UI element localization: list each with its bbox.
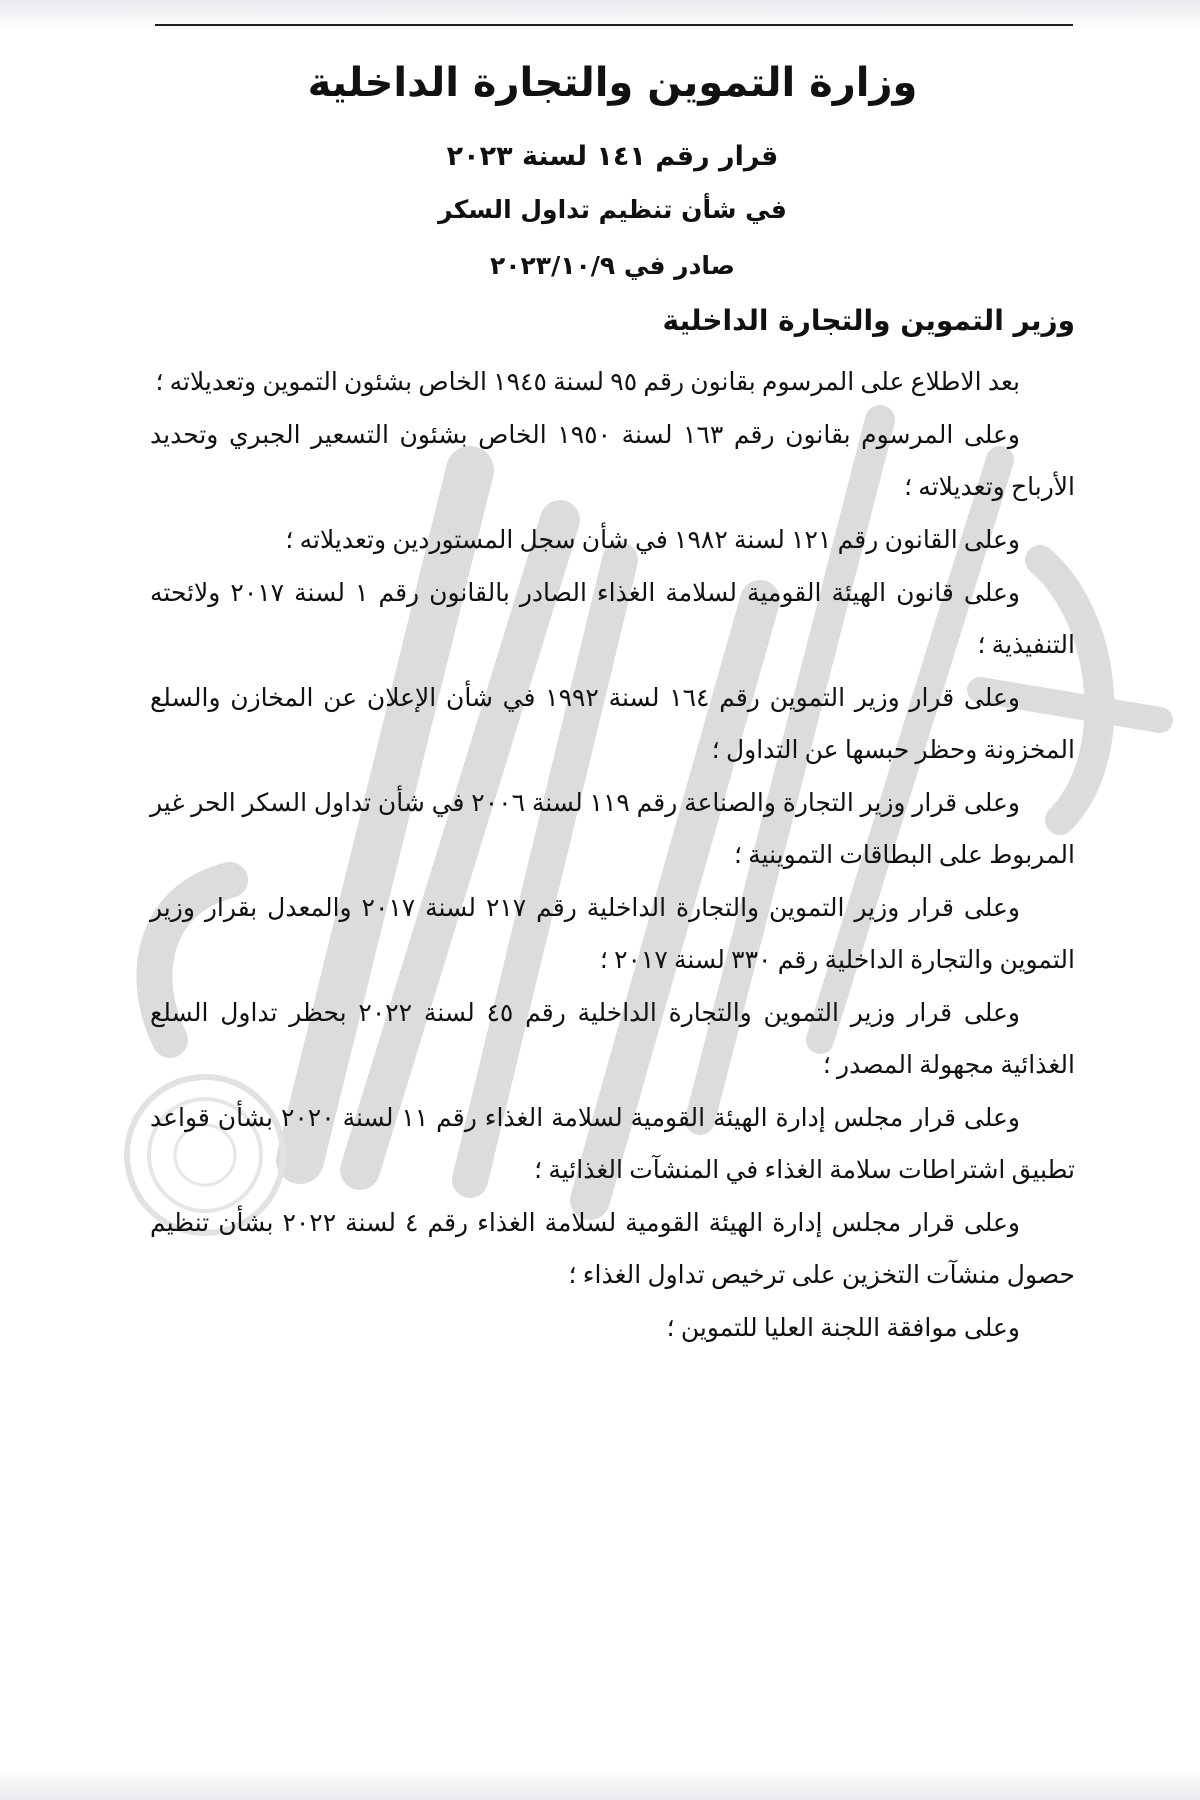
minister-heading: وزير التموين والتجارة الداخلية xyxy=(662,304,1075,337)
clause-item: وعلى قرار مجلس إدارة الهيئة القومية لسلامة الغذاء رقم ١١ لسنة ٢٠٢٠ بشأن قواعد تطبيق اشتراطات سلامة الغذاء في المنشآت الغذائية ؛ xyxy=(150,1105,1075,1184)
clause-item: وعلى قرار مجلس إدارة الهيئة القومية لسلامة الغذاء رقم ٤ لسنة ٢٠٢٢ بشأن تنظيم حصول منشآت التخزين على ترخيص تداول الغذاء ؛ xyxy=(150,1210,1075,1289)
clause-item: وعلى قرار وزير التجارة والصناعة رقم ١١٩ لسنة ٢٠٠٦ في شأن تداول السكر الحر غير المربوط على البطاقات التموينية ؛ xyxy=(150,790,1075,869)
decision-title: قرار رقم ١٤١ لسنة ٢٠٢٣ xyxy=(446,141,779,172)
top-divider xyxy=(155,24,1073,26)
preamble-clauses xyxy=(150,357,1075,1356)
clause-item: وعلى القانون رقم ١٢١ لسنة ١٩٨٢ في شأن سجل المستوردين وتعديلاته ؛ xyxy=(285,527,1020,554)
clause-item: وعلى قرار وزير التموين والتجارة الداخلية رقم ٤٥ لسنة ٢٠٢٢ بحظر تداول السلع الغذائية مجهولة المصدر ؛ xyxy=(150,1000,1075,1079)
decision-subject: في شأن تنظيم تداول السكر xyxy=(438,195,787,224)
clause-item: بعد الاطلاع على المرسوم بقانون رقم ٩٥ لسنة ١٩٤٥ الخاص بشئون التموين وتعديلاته ؛ xyxy=(155,369,1020,396)
clause-item: وعلى قرار وزير التموين رقم ١٦٤ لسنة ١٩٩٢ في شأن الإعلان عن المخازن والسلع المخزونة وحظر حبسها عن التداول ؛ xyxy=(150,685,1075,764)
issue-date: صادر في ٢٠٢٣/١٠/٩ xyxy=(490,251,735,280)
clause-item: وعلى المرسوم بقانون رقم ١٦٣ لسنة ١٩٥٠ الخاص بشئون التسعير الجبري وتحديد الأرباح وتعديلاته ؛ xyxy=(150,422,1075,501)
ministry-title: وزارة التموين والتجارة الداخلية xyxy=(307,60,918,106)
clause-item: وعلى قرار وزير التموين والتجارة الداخلية رقم ٢١٧ لسنة ٢٠١٧ والمعدل بقرار وزير التموين والتجارة الداخلية رقم ٣٣٠ لسنة ٢٠١٧ ؛ xyxy=(150,895,1075,974)
clause-item: وعلى قانون الهيئة القومية لسلامة الغذاء الصادر بالقانون رقم ١ لسنة ٢٠١٧ ولائحته التنفيذية ؛ xyxy=(150,580,1075,659)
clause-item: وعلى موافقة اللجنة العليا للتموين ؛ xyxy=(666,1315,1020,1342)
